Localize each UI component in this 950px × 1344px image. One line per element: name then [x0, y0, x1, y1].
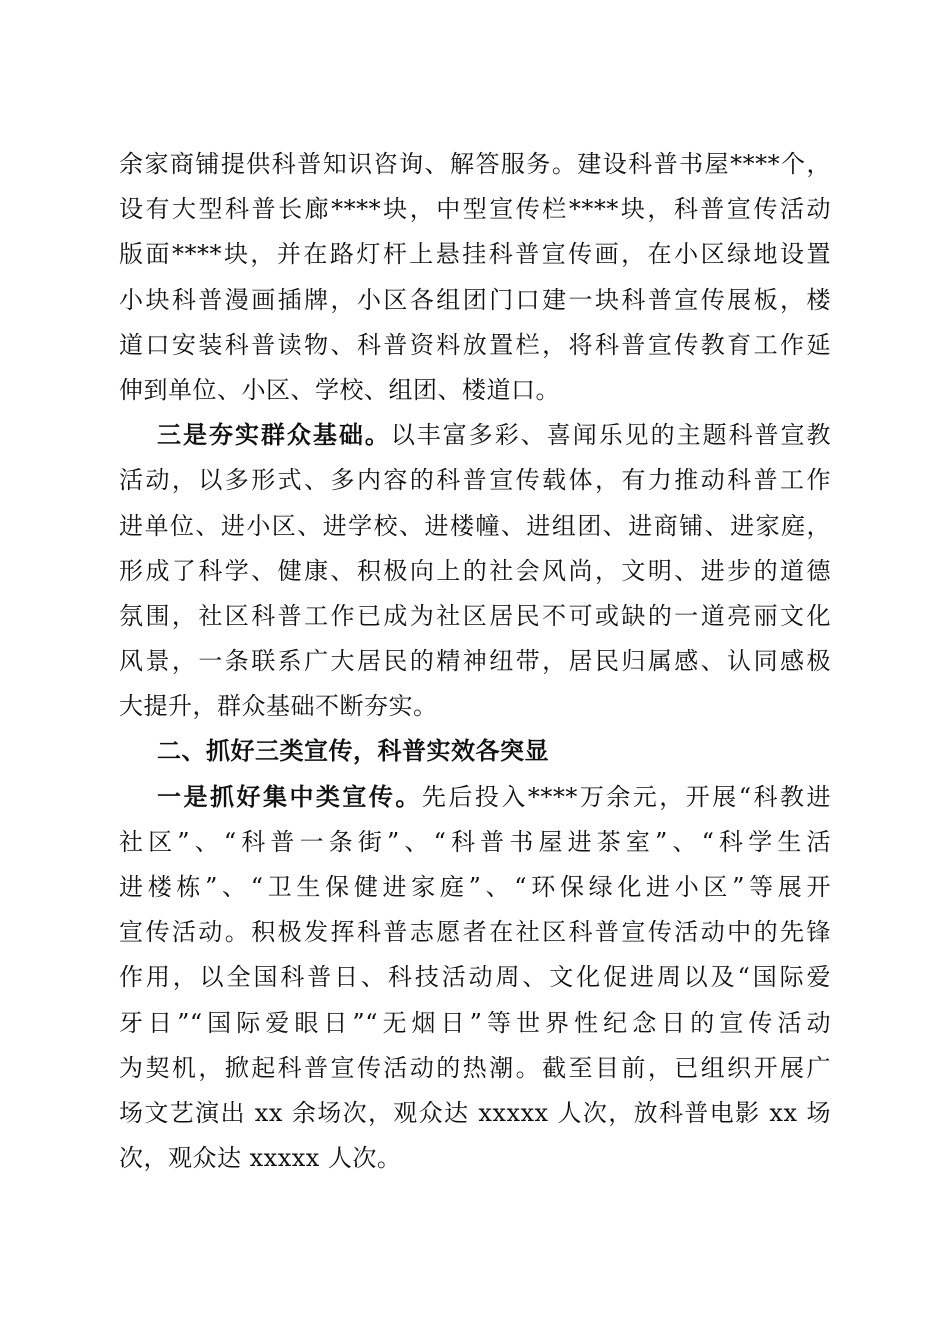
- text-line: 版面****块，并在路灯杆上悬挂科普宣传画，在小区绿地设置: [119, 240, 831, 269]
- section-heading: 二、抓好三类宣传，科普实效各突显: [157, 737, 549, 766]
- text-line: 次，观众达 xxxxx 人次。: [119, 1144, 402, 1173]
- text-line: 进单位、进小区、进学校、进楼幢、进组团、进商铺、进家庭，: [119, 511, 831, 540]
- text-line: 牙日”“国际爱眼日”“无烟日”等世界性纪念日的宣传活动: [119, 1008, 831, 1037]
- text-line: 道口安装科普读物、科普资料放置栏，将科普宣传教育工作延: [119, 330, 831, 359]
- text-line: 社区”、“科普一条街”、“科普书屋进茶室”、“科学生活: [119, 827, 831, 856]
- paragraph-concentrated-publicity: [119, 775, 831, 1182]
- text-run: 先后投入****万余元，开展“科教进: [421, 782, 831, 811]
- text-line: [119, 413, 831, 458]
- text-line: 小块科普漫画插牌，小区各组团门口建一块科普宣传展板，楼: [119, 285, 831, 314]
- text-line: [119, 775, 831, 820]
- text-line: 设有大型科普长廊****块，中型宣传栏****块，科普宣传活动: [119, 195, 831, 224]
- text-line: 形成了科学、健康、积极向上的社会风尚，文明、进步的道德: [119, 556, 831, 585]
- text-line: 伸到单位、小区、学校、组团、楼道口。: [119, 375, 560, 404]
- text-line: 大提升，群众基础不断夯实。: [119, 692, 438, 721]
- text-line: 为契机，掀起科普宣传活动的热潮。截至目前，已组织开展广: [119, 1053, 831, 1082]
- paragraph-lead: 三是夯实群众基础。: [157, 421, 391, 450]
- text-line: 场文艺演出 xx 余场次，观众达 xxxxx 人次，放科普电影 xx 场: [119, 1098, 831, 1127]
- text-run: 以丰富多彩、喜闻乐见的主题科普宣教: [390, 421, 832, 450]
- paragraph-consolidate-foundation: [119, 413, 831, 729]
- text-line: 风景，一条联系广大居民的精神纽带，居民归属感、认同感极: [119, 647, 831, 676]
- text-line: 氛围，社区科普工作已成为社区居民不可或缺的一道亮丽文化: [119, 601, 831, 630]
- text-line: 活动，以多形式、多内容的科普宣传载体，有力推动科普工作: [119, 466, 831, 495]
- text-line: 宣传活动。积极发挥科普志愿者在社区科普宣传活动中的先锋: [119, 918, 831, 947]
- paragraph-continuation: [119, 142, 831, 413]
- text-line: 作用，以全国科普日、科技活动周、文化促进周以及“国际爱: [119, 963, 831, 992]
- text-line: 余家商铺提供科普知识咨询、解答服务。建设科普书屋****个，: [119, 150, 831, 178]
- document-body: [119, 142, 831, 1181]
- paragraph-lead: 一是抓好集中类宣传。: [157, 782, 422, 811]
- text-line: 进楼栋”、“卫生保健进家庭”、“环保绿化进小区”等展开: [119, 873, 831, 901]
